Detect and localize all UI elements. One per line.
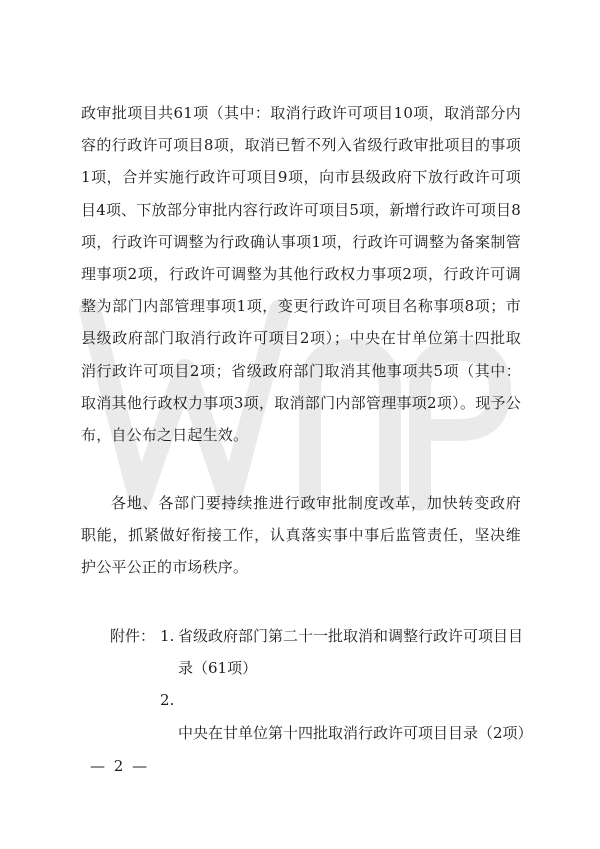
attachment-item (160, 684, 533, 748)
attachments-label: 附件： (110, 627, 156, 645)
attachment-text: 中央在甘单位第十四批取消行政许可项目目录（2项） (178, 723, 533, 742)
attachment-row-1 (110, 620, 530, 684)
attachment-number: 1. (160, 627, 175, 645)
page-number: — 2 — (90, 757, 150, 775)
body-paragraph-main: 政审批项目共61项（其中：取消行政许可项目10项，取消部分内容的行政许可项目8项，取消已暂不列入省级行政审批项目的事项1项，合并实施行政许可项目9项，向市县级政府下放行政许可项目4项、下放部分审批内容行政许可项目5项，新增行政许可项目8项，行政许可调整为行政确认事项1项，行政许可调整为备案制管理事项2项，行政许可调整为其他行政权力事项2项，行政许可调整为部门内部管理事项1项，变更行政许可项目名称事项8项；市县级政府部门取消行政许可项目2项）；中央在甘单位第十四批取消行政许可项目2项；省级政府部门取消其他事项共5项（其中：取消其他行政权力事项3项，取消部门内部管理事项2项）。现予公布，自公布之日起生效。 (81, 104, 521, 445)
attachments-section (110, 620, 533, 749)
attachment-row-2 (110, 684, 533, 748)
attachment-number: 2. (160, 691, 175, 710)
attachment-item (160, 620, 530, 684)
body-paragraph-requirements: 各地、各部门要持续推进行政审批制度改革，加快转变政府职能，抓紧做好衔接工作，认真落实事中事后监管责任，坚决维护公平公正的市场秩序。 (81, 494, 521, 577)
attachment-text: 省级政府部门第二十一批取消和调整行政许可项目目录（61项） (178, 627, 524, 678)
